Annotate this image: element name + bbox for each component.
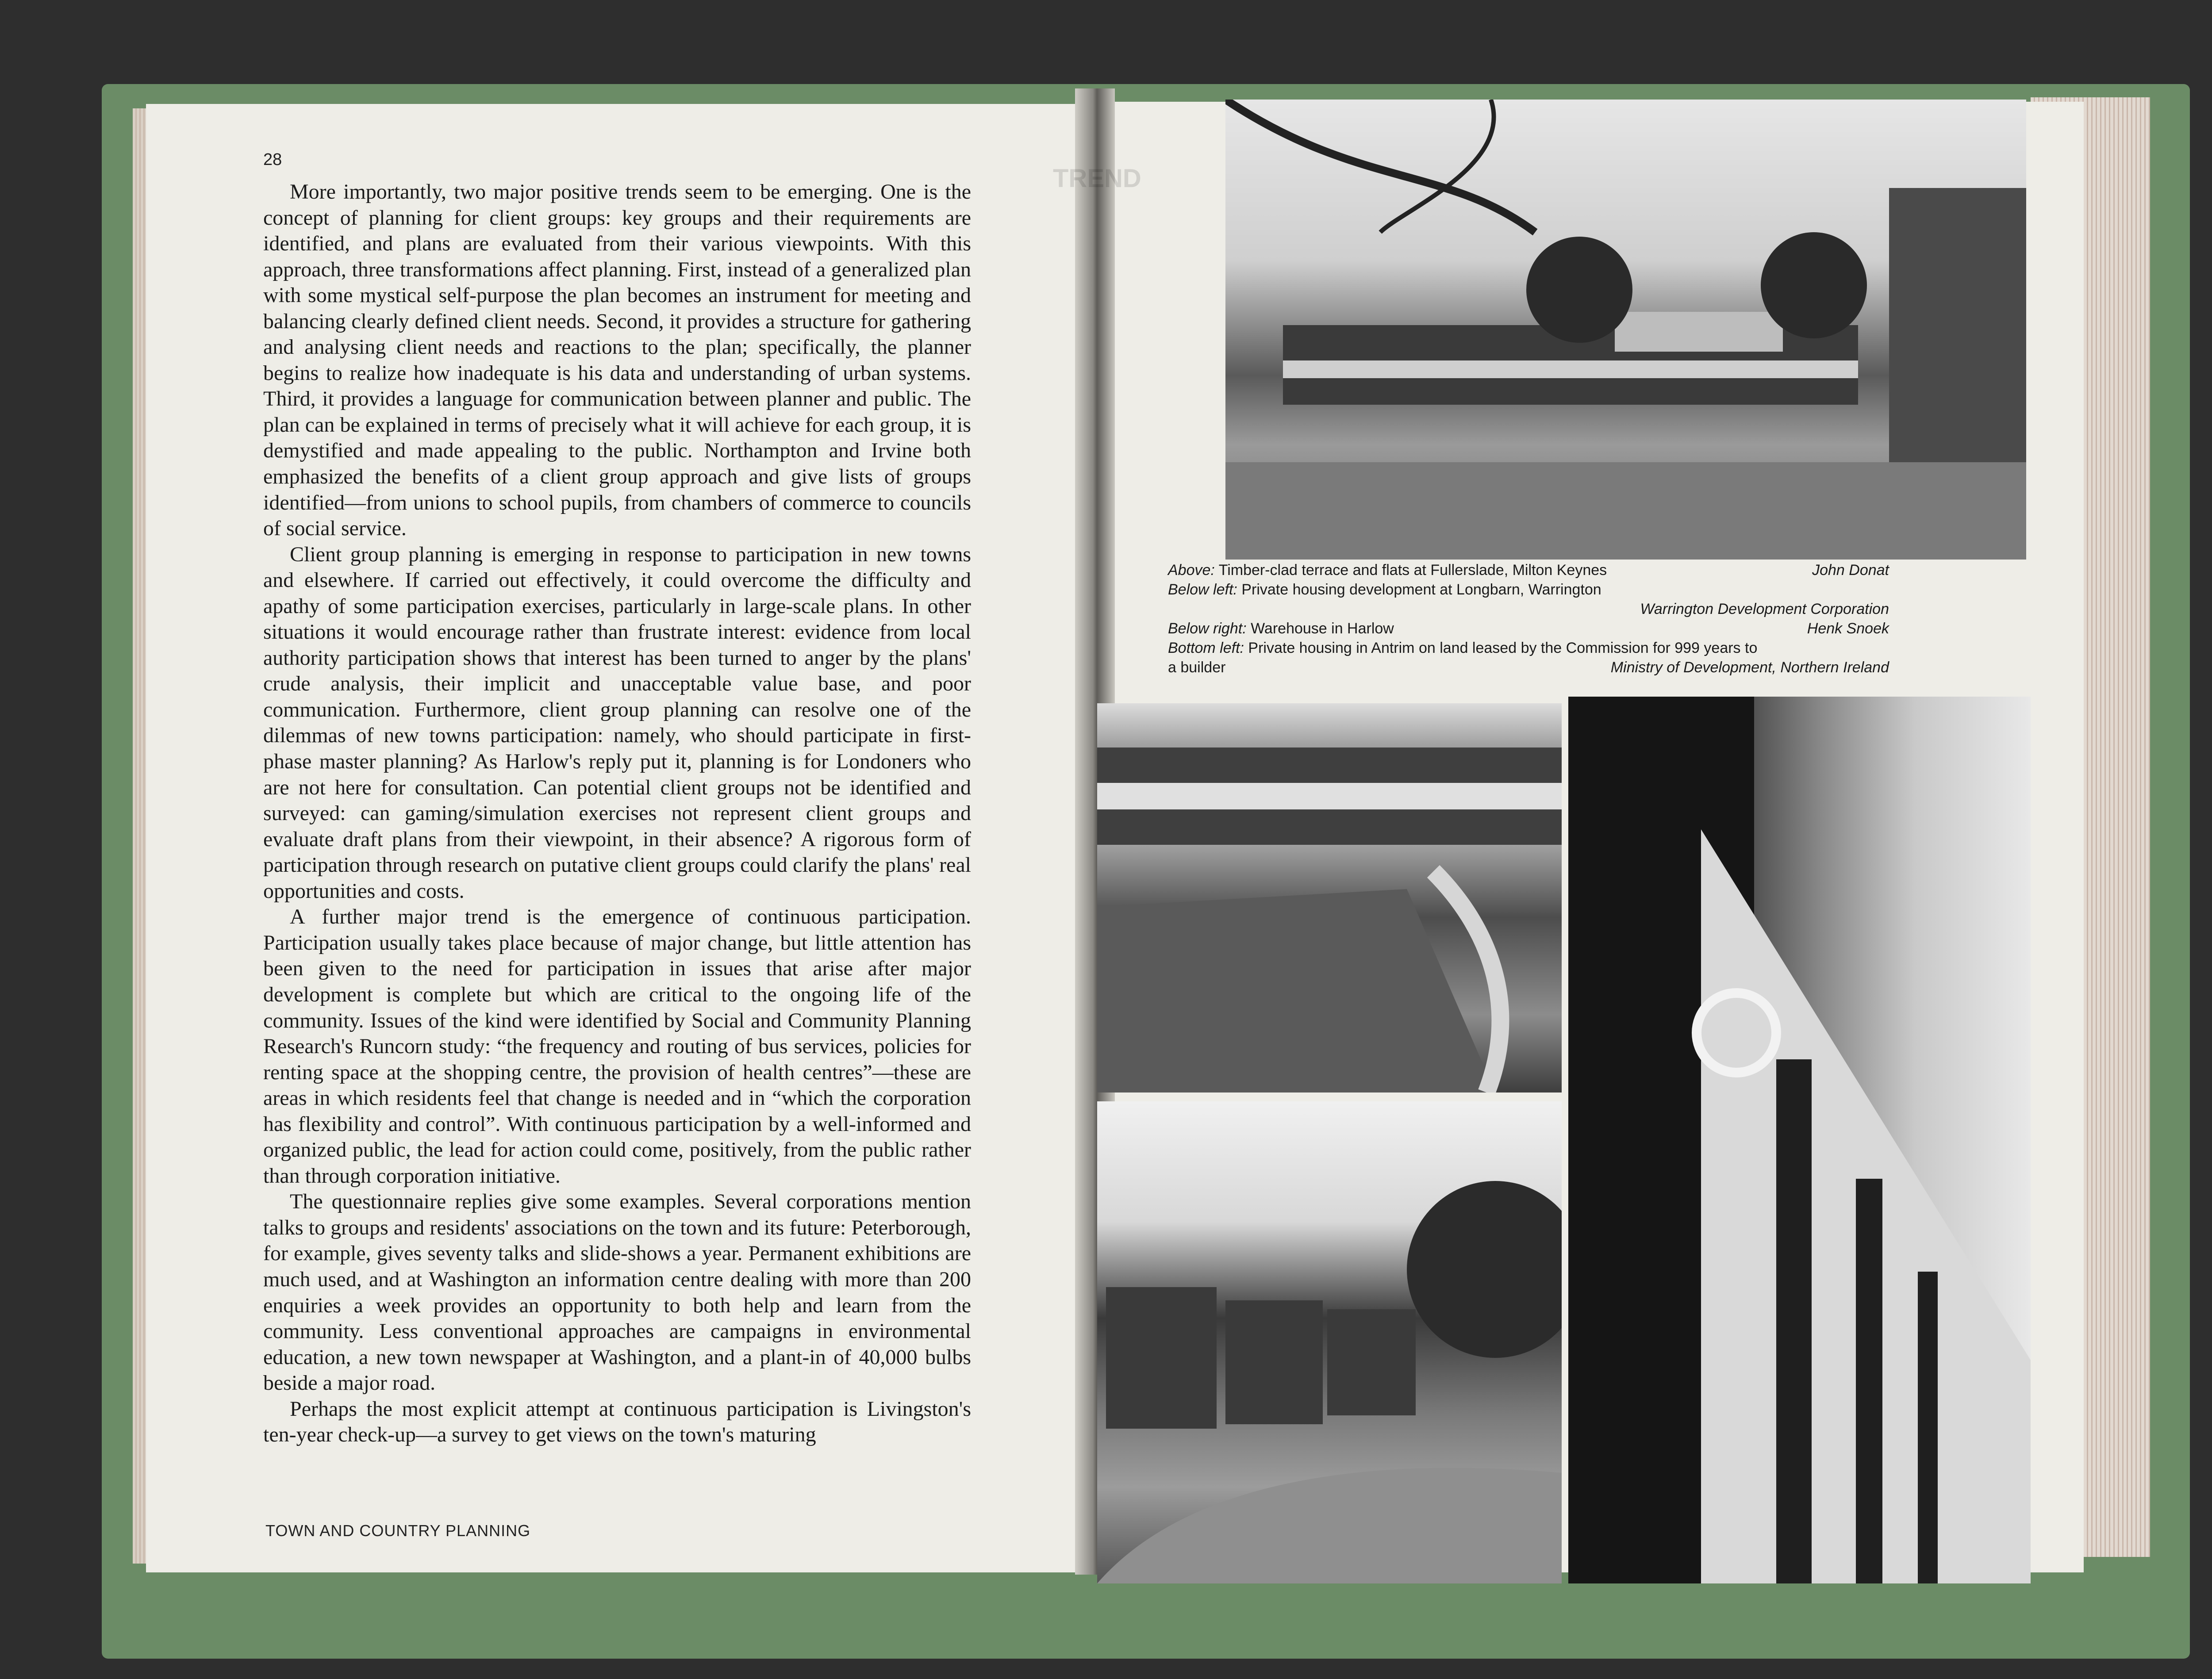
photo-captions (1168, 562, 1889, 694)
page-footer: TOWN AND COUNTRY PLANNING (265, 1522, 531, 1540)
caption-label-bottom-left: Bottom left: (1168, 640, 1244, 656)
credit-above: John Donat (1812, 562, 1889, 579)
caption-below-right: Warehouse in Harlow (1251, 620, 1394, 637)
photo-illustration (1097, 703, 1562, 1092)
photo-illustration (1568, 697, 2031, 1583)
paragraph-3: A further major trend is the emergence of continuous participation. Participation usually takes place because of major change, but little attention has been given to the need for participation in issues that arise after major development is complete but which are critical to the ongoing life of the community. Issues of the kind were identified by Social and Community Planning Research's Runcorn study: “the frequency and routing of bus services, policies for renting space at the shopping centre, the provision of health centres”—these are areas in which residents feel that change is needed and in “which the corporation has flexibility and control”. With continuous participation by a well-informed and organized public, the lead for action could come, positively, from the public rather than through corporation initiative. (263, 905, 971, 1188)
paragraph-5: Perhaps the most explicit attempt at continuous participation is Livingston's ten-year check-up—a survey to get views on the town's maturing (263, 1397, 971, 1447)
photo-harlow-warehouse (1568, 697, 2031, 1583)
article-body (263, 179, 971, 1448)
photo-antrim-housing (1097, 1101, 1562, 1583)
credit-bottom-left: Ministry of Development, Northern Ireland (1610, 659, 1889, 676)
credit-below-right: Henk Snoek (1807, 620, 1889, 637)
caption-label-above: Above: (1168, 562, 1215, 579)
paragraph-2: Client group planning is emerging in response to participation in new towns and elsewhere. If carried out effectively, it could overcome the difficulty and apathy of some participation exercises, particularly in large-scale plans. In other situations it would encourage rather than frustrate interest: evidence from local authority participation shows that interest has been turned to anger by the plans' crude analysis, their implicit and unacceptable value base, and poor communication. Furthermore, client group planning can resolve one of the dilemmas of new towns participation: namely, who should participate in first-phase master planning? As Harlow's reply put it, planning is for Londoners who are not here for consultation. Can potential client groups not be identified and surveyed: can gaming/simulation exercises not represent client groups and evaluate draft plans from their viewpoint, in their absence? A rigorous form of participation through research on putative client groups could clarify the plans' real opportunities and costs. (263, 542, 971, 903)
show-through-text: TREND (1053, 164, 1141, 193)
credit-below-left: Warrington Development Corporation (1640, 601, 1889, 617)
caption-bottom-left: Private housing in Antrim on land leased by the Commission for 999 years to (1248, 640, 1758, 656)
paragraph-4: The questionnaire replies give some examples. Several corporations mention talks to groups and residents' associations on the town and its future: Peterborough, for example, gives seventy talks and slide-shows a year. Permanent exhibitions are much used, and at Washington an information centre dealing with more than 200 enquiries a week provides an opportunity to both help and learn from the community. Less conventional approaches are campaigns in environmental education, a new town newspaper at Washington, and a plant-in of 40,000 bulbs beside a major road. (263, 1190, 971, 1395)
caption-label-below-right: Below right: (1168, 620, 1247, 637)
paragraph-1: More importantly, two major positive trends seem to be emerging. One is the concept of planning for client groups: key groups and their requirements are identified, and plans are evaluated from their various viewpoints. With this approach, three transformations affect planning. First, instead of a generalized plan with some mystical self-purpose the plan becomes an instrument for meeting and balancing clearly defined client needs. Second, it provides a structure for gathering and analysing client needs and reactions to the plan; specifically, the planner begins to realize how inadequate is his data and understanding of urban systems. Third, it provides a language for communication between planner and public. The plan can be explained in terms of precisely what it will achieve for each group, it is demystified and made appealing to the public. Northampton and Irvine both emphasized the benefits of a client group approach and give lists of groups identified—from unions to school pupils, from chambers of commerce to councils of social service. (263, 180, 971, 540)
photo-illustration (1097, 1101, 1562, 1583)
caption-bottom-left-cont: a builder (1168, 659, 1226, 676)
photo-illustration (1225, 100, 2026, 560)
caption-label-below-left: Below left: (1168, 581, 1237, 598)
caption-above: Timber-clad terrace and flats at Fullerslade, Milton Keynes (1218, 562, 1607, 579)
photo-fullerslade-terrace (1225, 100, 2026, 560)
page-number: 28 (263, 150, 282, 169)
caption-below-left: Private housing development at Longbarn, Warrington (1241, 581, 1601, 598)
photo-longbarn-housing (1097, 703, 1562, 1092)
